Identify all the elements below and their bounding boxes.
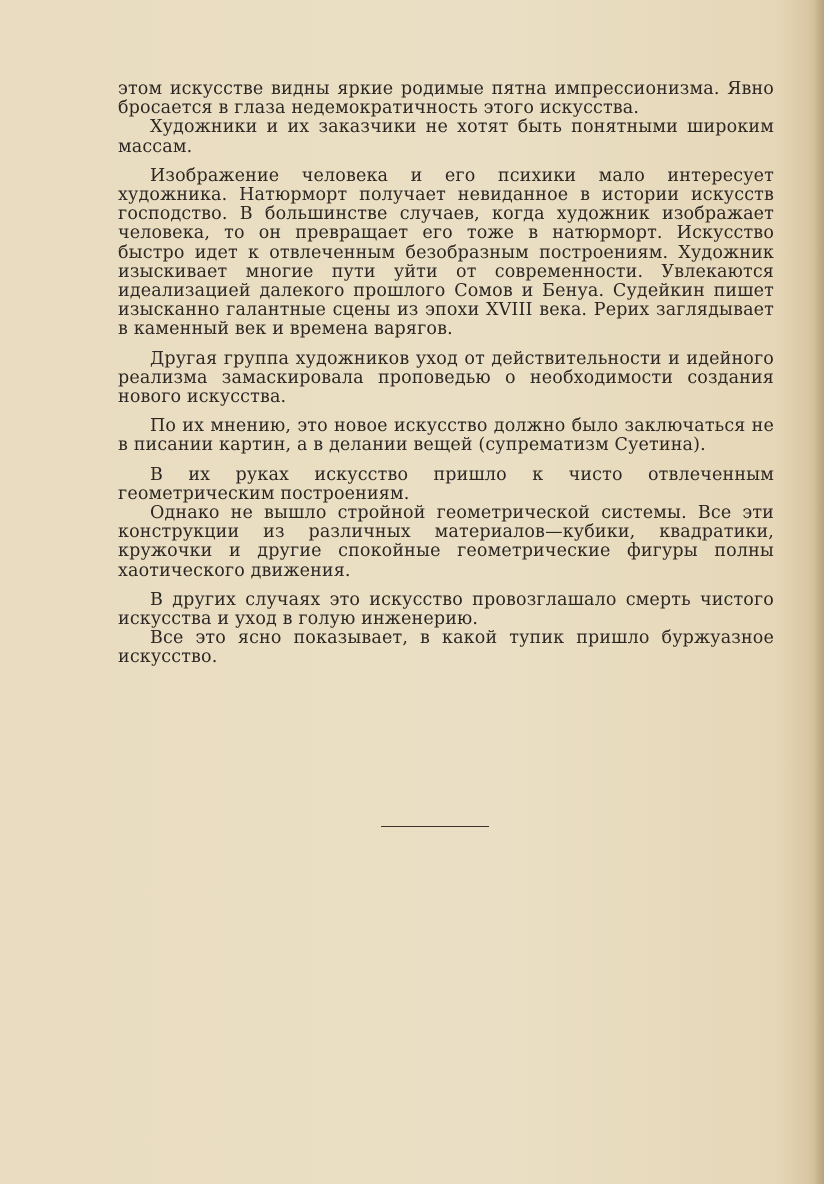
- paragraph-1: этом искусстве видны яркие родимые пятна импрессионизма. Явно бросается в глаза недемократичность этого искусства.: [118, 79, 774, 119]
- body-text: [118, 80, 774, 668]
- paragraph-6: В их руках искусство пришло к чисто отвлеченным геометрическим построениям.: [118, 464, 774, 504]
- paragraph-8: В других случаях это искусство провозглашало смерть чистого искусства и уход в голую инженерию.: [118, 589, 774, 630]
- paragraph-2: Художники и их заказчики не хотят быть понятными широким массам.: [118, 117, 774, 157]
- paragraph-4: Другая группа художников уход от действительности и идейного реализма замаскировала проповедью о необходимости создания нового искусства.: [118, 348, 774, 408]
- paragraph-7: Однако не вышло стройной геометрической системы. Все эти конструкции из различных материалов—кубики, квадратики, кружочки и другие спокойные геометрические фигуры полны хаотического движения.: [118, 503, 774, 581]
- paragraph-5: По их мнению, это новое искусство должно было заключаться не в писании картин, а в делании вещей (супрематизм Суетина).: [118, 416, 774, 456]
- paragraph-9: Все это ясно показывает, в какой тупик пришло буржуазное искусство.: [118, 628, 774, 668]
- page-edge-shadow: [814, 0, 824, 1184]
- section-divider: [381, 826, 489, 827]
- paragraph-3: Изображение человека и его психики мало интересует художника. Натюрморт получает невиданное в истории искусств господство. В большинстве случаев, когда художник изображает человека, то он превращает его тоже в натюрморт. Искусство быстро идет к отвлеченным безобразным построениям. Художник изыскивает многие пути уйти от современности. Увлекаются идеализацией далекого прошлого Сомов и Бенуа. Судейкин пишет изысканно галантные сцены из эпохи XVIII века. Рерих заглядывает в каменный век и времена варягов.: [118, 165, 774, 340]
